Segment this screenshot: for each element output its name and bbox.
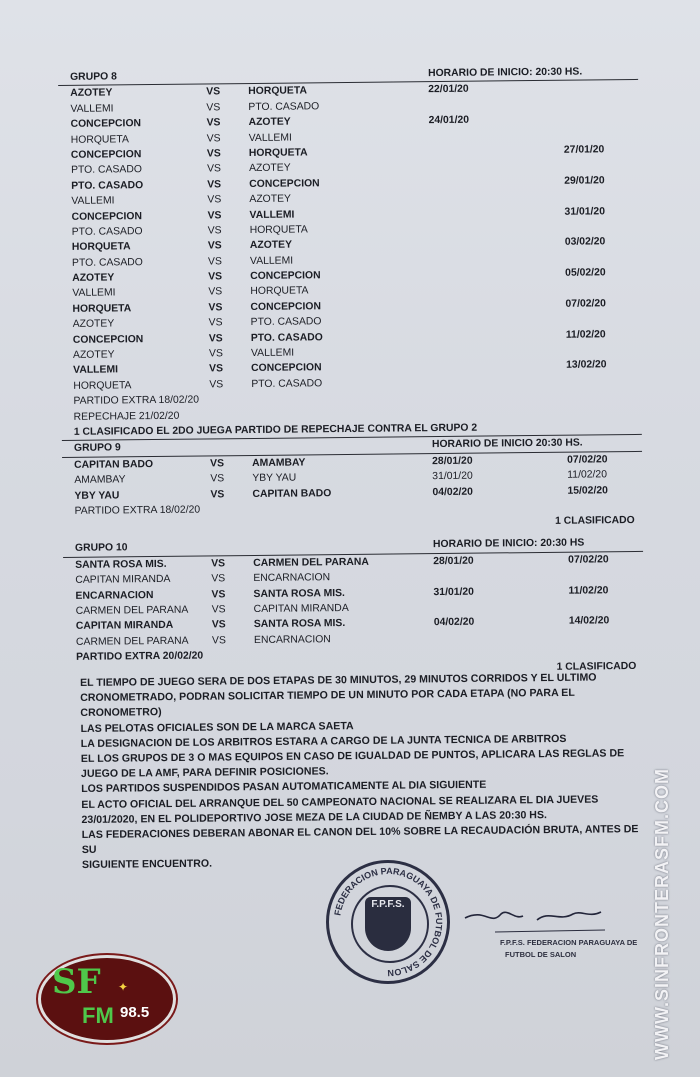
away-team: SANTA ROSA MIS. (253, 618, 346, 631)
vs-label: VS (211, 604, 226, 616)
home-team: PTO. CASADO (70, 164, 142, 177)
match-date-2: 27/01/20 (563, 144, 605, 156)
away-team: VALLEMI (249, 255, 294, 267)
vs-label: VS (208, 348, 223, 360)
home-team: CONCEPCION (70, 118, 142, 131)
match-date: 31/01/20 (433, 586, 474, 598)
home-team: VALLEMI (71, 195, 115, 207)
extra-match-text: PARTIDO EXTRA 20/02/20 (76, 650, 204, 663)
home-team: CAPITAN MIRANDA (75, 620, 174, 633)
vs-label: VS (207, 255, 222, 268)
group-10-title: GRUPO 10 (74, 542, 128, 555)
group-10-start-time: HORARIO DE INICIO: 20:30 HS (432, 537, 585, 551)
away-team: VALLEMI (250, 347, 295, 360)
vs-label: VS (210, 458, 225, 470)
vs-label: VS (211, 573, 226, 585)
group-8-start-time: HORARIO DE INICIO: 20:30 HS. (428, 66, 583, 80)
away-team: HORQUETA (248, 147, 308, 159)
away-team: CAPITAN MIRANDA (253, 602, 349, 615)
repechaje-text: REPECHAJE 21/02/20 (73, 410, 180, 423)
match-date: 04/02/20 (432, 486, 473, 498)
home-team: AZOTEY (70, 87, 113, 100)
away-team: HORQUETA (248, 85, 307, 98)
note-line: LA DESIGNACION DE LOS ARBITROS ESTARA A CARGO DE LA JUNTA TECNICA DE ARBITROS (80, 732, 567, 750)
match-date: 04/02/20 (433, 616, 475, 629)
home-team: VALLEMI (72, 287, 116, 300)
stamp-letters: F.P.F.S. (371, 899, 405, 910)
note-line: 23/01/2020, EN EL POLIDEPORTIVO JOSE MEZA DE LA CIUDAD DE ÑEMBY A LAS 20:30 HS. (81, 808, 548, 826)
vs-label: VS (207, 240, 222, 252)
svg-text:FEDERACION PARAGUAYA DE FUTBOL: FEDERACION PARAGUAYA DE FUTBOL DE SALON (332, 865, 445, 979)
away-team: PTO. CASADO (251, 378, 323, 390)
match-date-2: 05/02/20 (565, 267, 606, 279)
extra-match-text: PARTIDO EXTRA 18/02/20 (73, 394, 200, 408)
vs-label: VS (207, 225, 222, 237)
home-team: HORQUETA (70, 133, 129, 146)
rules-notes (80, 670, 642, 873)
away-team: HORQUETA (250, 285, 309, 298)
away-team: ENCARNACION (253, 633, 331, 646)
note-line: JUEGO DE LA AMF, PARA DEFINIR POSICIONES. (80, 765, 329, 781)
vs-label: VS (210, 473, 225, 485)
home-team: CONCEPCION (71, 210, 143, 223)
match-date-2: 31/01/20 (564, 205, 606, 218)
vs-label: VS (208, 332, 223, 345)
home-team: VALLEMI (70, 103, 114, 115)
match-date-2: 14/02/20 (568, 615, 610, 627)
home-team: VALLEMI (73, 364, 119, 377)
vs-label: VS (208, 317, 223, 329)
away-team: PTO. CASADO (250, 331, 323, 344)
group-8-title: GRUPO 8 (70, 71, 117, 83)
note-line: SIGUIENTE ENCUENTRO. (81, 858, 213, 872)
fixture-sheet (58, 64, 644, 681)
match-date-2: 11/02/20 (568, 584, 609, 597)
extra-match-text: PARTIDO EXTRA 18/02/20 (74, 504, 201, 517)
home-team: AZOTEY (72, 349, 115, 361)
match-date-2: 07/02/20 (567, 454, 608, 466)
note-line: LAS PELOTAS OFICIALES SON DE LA MARCA SAETA (80, 719, 354, 735)
clasificado-text: 1 CLASIFICADO EL 2DO JUEGA PARTIDO DE REPECHAJE CONTRA EL GRUPO 2 (73, 422, 478, 438)
home-team: CARMEN DEL PARANA (75, 604, 189, 617)
away-team: CAPITAN BADO (252, 487, 332, 500)
vs-label: VS (206, 132, 221, 145)
note-line: LAS FEDERACIONES DEBERAN ABONAR EL CANON DEL 10% SOBRE LA RECAUDACIÓN BRUTA, ANTES DE SU (81, 823, 639, 857)
away-team: PTO. CASADO (250, 316, 322, 329)
away-team: ENCARNACION (253, 572, 331, 585)
vs-label: VS (211, 557, 226, 570)
away-team: CONCEPCION (251, 362, 322, 375)
group-8-matches (58, 80, 641, 394)
match-date-2: 11/02/20 (565, 328, 606, 341)
home-team: AMAMBAY (74, 474, 126, 487)
group-9-start-time: HORARIO DE INICIO 20:30 HS. (431, 437, 583, 451)
away-team: AZOTEY (249, 239, 293, 252)
vs-label: VS (211, 634, 226, 647)
note-line: LOS PARTIDOS SUSPENDIDOS PASAN AUTOMATICAMENTE AL DIA SIGUIENTE (81, 779, 487, 796)
match-date-2: 03/02/20 (564, 236, 606, 248)
vs-label: VS (206, 163, 221, 175)
vs-label: VS (207, 209, 222, 221)
vs-label: VS (209, 379, 224, 391)
home-team: CONCEPCION (70, 149, 142, 161)
vs-label: VS (211, 619, 226, 631)
away-team: SANTA ROSA MIS. (253, 587, 345, 600)
home-team: PTO. CASADO (71, 256, 143, 269)
away-team: CONCEPCION (249, 178, 320, 190)
away-team: CONCEPCION (250, 301, 321, 313)
vs-label: VS (206, 117, 221, 129)
match-date: 22/01/20 (428, 84, 469, 96)
note-line: CRONOMETRADO, PODRAN SOLICITAR TIEMPO DE UN MINUTO POR CADA ETAPA (NO PARA EL (80, 687, 575, 705)
home-team: CARMEN DEL PARANA (75, 635, 189, 648)
radio-logo-frequency: 98.5 (120, 1004, 150, 1021)
home-team: AZOTEY (72, 272, 115, 284)
match-date: 24/01/20 (428, 114, 470, 127)
vs-label: VS (206, 102, 221, 114)
home-team: HORQUETA (72, 303, 132, 315)
away-team: VALLEMI (249, 209, 295, 221)
vs-label: VS (208, 286, 223, 298)
home-team: HORQUETA (71, 241, 131, 254)
away-team: AZOTEY (248, 116, 291, 129)
match-date-2: 13/02/20 (566, 359, 607, 372)
radio-logo-fm: FM (82, 1003, 114, 1028)
away-team: AZOTEY (248, 162, 291, 175)
home-team: CAPITAN MIRANDA (75, 573, 171, 586)
home-team: SANTA ROSA MIS. (75, 558, 167, 571)
away-team: CARMEN DEL PARANA (253, 556, 369, 569)
home-team: YBY YAU (74, 489, 120, 502)
star-icon: ✦ (118, 980, 129, 994)
match-date-2: 07/02/20 (568, 553, 609, 566)
group-9-title: GRUPO 9 (73, 442, 121, 455)
home-team: CAPITAN BADO (74, 458, 154, 471)
note-line: EL ACTO OFICIAL DEL ARRANQUE DEL 50 CAMPEONATO NACIONAL SE REALIZARA EL DIA JUEVES (81, 793, 599, 811)
match-date-2: 07/02/20 (565, 298, 606, 310)
vs-label: VS (206, 86, 221, 98)
match-date: 28/01/20 (432, 455, 473, 467)
home-team: CONCEPCION (72, 333, 144, 346)
match-date: 28/01/20 (433, 555, 474, 567)
vs-label: VS (208, 271, 223, 283)
note-line: EL TIEMPO DE JUEGO SERA DE DOS ETAPAS DE 30 MINUTOS, 29 MINUTOS CORRIDOS Y EL ULTIMO (80, 671, 597, 689)
match-date-2: 29/01/20 (564, 175, 605, 187)
group-10-matches (63, 552, 644, 650)
home-team: AZOTEY (72, 318, 115, 331)
vs-label: VS (207, 194, 222, 206)
match-date-2: 15/02/20 (567, 484, 608, 497)
vs-label: VS (210, 488, 225, 500)
website-watermark: WWW.SINFRONTERASFM.COM (652, 768, 672, 1060)
away-team: HORQUETA (249, 224, 308, 236)
away-team: AZOTEY (249, 193, 292, 206)
away-team: PTO. CASADO (248, 101, 320, 113)
note-line: CRONOMETRO) (80, 706, 162, 720)
note-line: EL LOS GRUPOS DE 3 O MAS EQUIPOS EN CASO DE IGUALDAD DE PUNTOS, APLICARA LAS REGLAS DE (80, 747, 625, 766)
match-date: 31/01/20 (432, 470, 473, 483)
clasificado-text: 1 CLASIFICADO (555, 515, 635, 528)
clasificado-text: 1 CLASIFICADO (556, 661, 637, 674)
away-team: VALLEMI (248, 132, 292, 144)
signature-caption-1: F.P.F.S. FEDERACION PARAGUAYA DE (500, 938, 638, 947)
vs-label: VS (208, 302, 223, 314)
signature-caption-2: FUTBOL DE SALON (505, 950, 577, 959)
home-team: ENCARNACION (75, 589, 154, 602)
vs-label: VS (211, 588, 226, 600)
away-team: AMAMBAY (252, 457, 306, 469)
home-team: HORQUETA (73, 380, 132, 392)
away-team: CONCEPCION (250, 270, 321, 283)
vs-label: VS (207, 179, 222, 191)
match-date-2: 11/02/20 (567, 469, 608, 481)
group-9-matches (62, 452, 642, 504)
home-team: PTO. CASADO (71, 179, 144, 192)
vs-label: VS (206, 148, 221, 160)
federation-stamp (326, 860, 450, 984)
away-team: YBY YAU (252, 472, 297, 485)
home-team: PTO. CASADO (71, 226, 143, 238)
vs-label: VS (209, 363, 224, 375)
radio-logo-brand: SF (52, 962, 101, 1002)
